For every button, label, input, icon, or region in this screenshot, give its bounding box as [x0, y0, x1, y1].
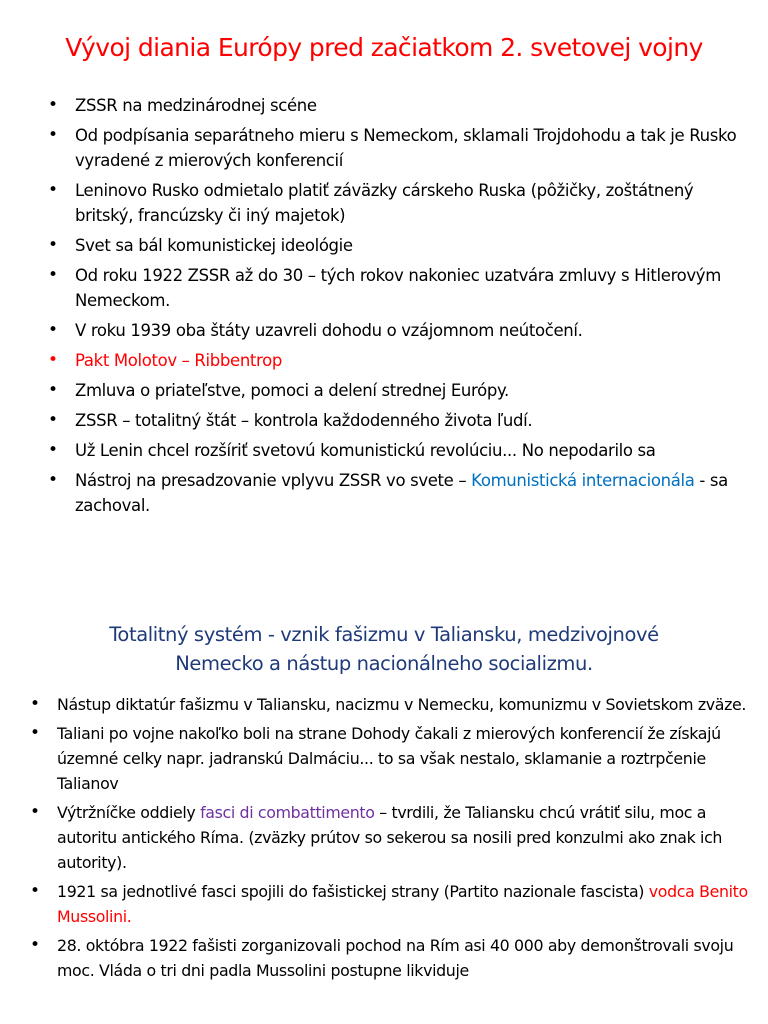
- bullet-icon: •: [48, 235, 58, 255]
- bullet-icon: •: [48, 380, 58, 400]
- mussolini-term: vodca Benito Mussolini.: [57, 882, 748, 926]
- list-item: [30, 721, 760, 796]
- list-item: [48, 408, 748, 433]
- list-item: [48, 468, 748, 518]
- list-item: [48, 233, 748, 258]
- bullet-list: [30, 692, 760, 987]
- bullet-icon: •: [48, 265, 58, 285]
- list-item: [30, 800, 760, 875]
- bullet-icon: •: [48, 125, 58, 145]
- list-item-text: Taliani po vojne nakoľko boli na strane Dohody čakali z mierových konferencií že získajú územné celky napr. jadranskú Dalmáciu... to sa však nestalo, sklamanie a roztrpčenie Talianov: [57, 724, 721, 793]
- bullet-icon: •: [30, 935, 40, 955]
- list-item-text: Už Lenin chcel rozšíriť svetovú komunistickú revolúciu... No nepodarilo sa: [75, 441, 656, 460]
- list-item-text-pre: 1921 sa jednotlivé fasci spojili do fašistickej strany (Partito nazionale fascista): [57, 882, 649, 901]
- bullet-icon: •: [48, 410, 58, 430]
- fasci-term: fasci di combattimento: [200, 803, 375, 822]
- list-item: [48, 378, 748, 403]
- bullet-icon: •: [48, 470, 58, 490]
- list-item-text: Pakt Molotov – Ribbentrop: [75, 351, 282, 370]
- bullet-list: [48, 93, 748, 523]
- slide-bottom: [0, 600, 768, 1024]
- bullet-icon: •: [48, 440, 58, 460]
- list-item: [30, 933, 760, 983]
- list-item-text: Leninovo Rusko odmietalo platiť záväzky cárskeho Ruska (pôžičky, zoštátnený britský, francúzsky či iný majetok): [75, 181, 694, 225]
- bullet-icon: •: [48, 350, 58, 370]
- list-item-text: 28. októbra 1922 fašisti zorganizovali pochod na Rím asi 40 000 aby demonštrovali svoju moc. Vláda o tri dni padla Mussolini postupne likviduje: [57, 936, 734, 980]
- slide-title: [0, 620, 768, 678]
- bullet-icon: •: [30, 802, 40, 822]
- comintern-link: Komunistická internacionála: [471, 471, 695, 490]
- list-item-text-pre: Výtržníčke oddiely: [57, 803, 201, 822]
- list-item: [48, 123, 748, 173]
- list-item-text: Od podpísania separátneho mieru s Nemeckom, sklamali Trojdohodu a tak je Rusko vyradené z mierových konferencií: [75, 126, 737, 170]
- slide-title: Vývoj diania Európy pred začiatkom 2. svetovej vojny: [65, 33, 703, 62]
- bullet-icon: •: [30, 881, 40, 901]
- list-item: [48, 93, 748, 118]
- list-item: [30, 692, 760, 717]
- slide-title-line2: Nemecko a nástup nacionálneho socializmu.: [175, 652, 593, 675]
- list-item-text: Od roku 1922 ZSSR až do 30 – tých rokov nakoniec uzatvára zmluvy s Hitlerovým Nemeckom.: [75, 266, 721, 310]
- bullet-icon: •: [48, 180, 58, 200]
- list-item-text: Zmluva o priateľstve, pomoci a delení strednej Európy.: [75, 381, 509, 400]
- list-item-text: V roku 1939 oba štáty uzavreli dohodu o vzájomnom neútočení.: [75, 321, 583, 340]
- list-item-text-post: - sa zachoval.: [75, 471, 728, 515]
- list-item-text: Nástup diktatúr fašizmu v Taliansku, nacizmu v Nemecku, komunizmu v Sovietskom zväze.: [57, 695, 747, 714]
- list-item-text: ZSSR – totalitný štát – kontrola každodenného života ľudí.: [75, 411, 533, 430]
- slide-title-line1: Totalitný systém - vznik fašizmu v Taliansku, medzivojnové: [109, 623, 659, 646]
- list-item: [48, 318, 748, 343]
- list-item-highlight: [48, 348, 748, 373]
- list-item: [48, 438, 748, 463]
- list-item-text-post: – tvrdili, že Taliansku chcú vrátiť silu, moc a autoritu antického Ríma. (zväzky prútov so sekerou sa nosili pred konzulmi ako znak ich autority).: [57, 803, 723, 872]
- list-item-text-pre: Nástroj na presadzovanie vplyvu ZSSR vo svete –: [75, 471, 472, 490]
- list-item-text: Svet sa bál komunistickej ideológie: [75, 236, 353, 255]
- bullet-icon: •: [30, 694, 40, 714]
- bullet-icon: •: [48, 320, 58, 340]
- bullet-icon: •: [30, 723, 40, 743]
- list-item: [48, 178, 748, 228]
- bullet-icon: •: [48, 95, 58, 115]
- list-item: [30, 879, 760, 929]
- list-item-text: ZSSR na medzinárodnej scéne: [75, 96, 317, 115]
- list-item: [48, 263, 748, 313]
